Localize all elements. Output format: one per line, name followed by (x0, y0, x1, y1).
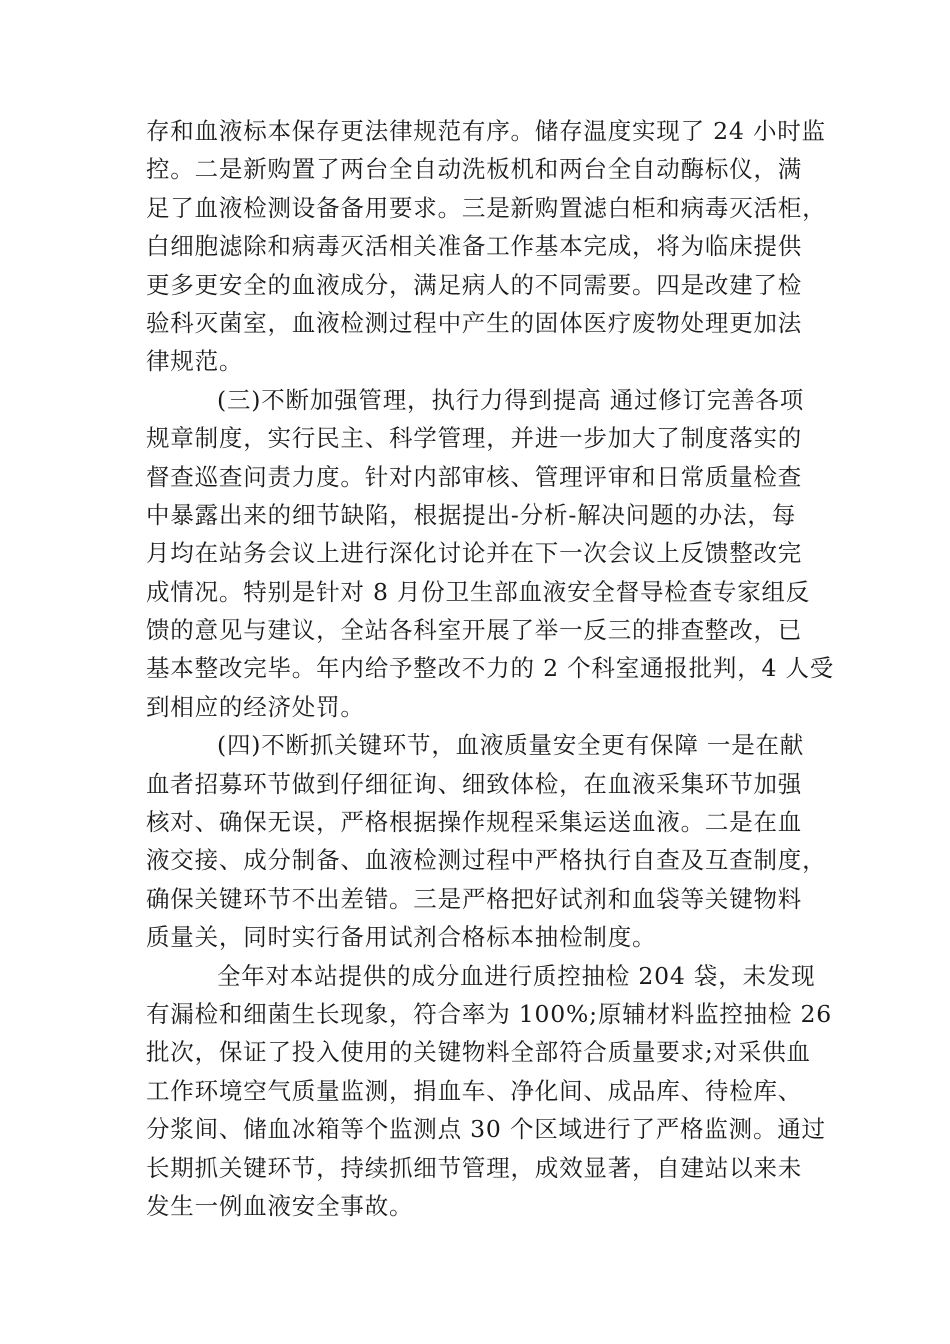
text-line: 批次，保证了投入使用的关键物料全部符合质量要求;对采供血 (146, 1038, 811, 1067)
text-line: 有漏检和细菌生长现象，符合率为 100%;原辅材料监控抽检 26 (146, 999, 833, 1028)
paragraph-key-links (146, 726, 827, 956)
text-line: 发生一例血液安全事故。 (146, 1191, 414, 1220)
text-line: 足了血液检测设备备用要求。三是新购置滤白柜和病毒灭活柜， (146, 193, 827, 222)
text-line: 到相应的经济处罚。 (146, 692, 365, 721)
text-line: 工作环境空气质量监测，捐血车、净化间、成品库、待检库、 (146, 1076, 803, 1105)
text-line: 质量关，同时实行备用试剂合格标本抽检制度。 (146, 923, 657, 952)
text-line: 规章制度，实行民主、科学管理，并进一步加大了制度落实的 (146, 424, 803, 453)
text-line: (三)不断加强管理，执行力得到提高 通过修订完善各项 (217, 385, 805, 414)
text-line: 馈的意见与建议，全站各科室开展了举一反三的排查整改，已 (146, 616, 803, 645)
text-line: 律规范。 (146, 347, 244, 376)
text-line: 长期抓关键环节，持续抓细节管理，成效显著，自建站以来未 (146, 1153, 803, 1182)
text-line: 基本整改完毕。年内给予整改不力的 2 个科室通报批判，4 人受 (146, 654, 835, 683)
document-page (146, 112, 835, 1225)
text-line: 验科灭菌室，血液检测过程中产生的固体医疗废物处理更加法 (146, 308, 803, 337)
text-line: 控。二是新购置了两台全自动洗板机和两台全自动酶标仪，满 (146, 155, 803, 184)
text-line: 存和血液标本保存更法律规范有序。储存温度实现了 24 小时监 (146, 117, 826, 145)
paragraph-equipment (146, 112, 827, 381)
text-line: 分浆间、储血冰箱等个监测点 30 个区域进行了严格监测。通过 (146, 1115, 826, 1144)
paragraph-management (146, 381, 835, 727)
text-line: 全年对本站提供的成分血进行质控抽检 204 袋，未发现 (217, 961, 816, 990)
paragraph-quality-control (146, 957, 833, 1226)
text-line: 确保关键环节不出差错。三是严格把好试剂和血袋等关键物料 (146, 884, 803, 913)
text-line: 液交接、成分制备、血液检测过程中严格执行自查及互查制度， (146, 846, 827, 875)
text-line: 成情况。特别是针对 8 月份卫生部血液安全督导检查专家组反 (146, 577, 811, 606)
text-line: 中暴露出来的细节缺陷，根据提出-分析-解决问题的办法，每 (146, 500, 796, 529)
text-line: 核对、确保无误，严格根据操作规程采集运送血液。二是在血 (146, 808, 803, 837)
text-line: 更多更安全的血液成分，满足病人的不同需要。四是改建了检 (146, 270, 803, 299)
text-line: (四)不断抓关键环节，血液质量安全更有保障 一是在献 (217, 731, 805, 760)
text-line: 血者招募环节做到仔细征询、细致体检，在血液采集环节加强 (146, 769, 803, 798)
text-line: 月均在站务会议上进行深化讨论并在下一次会议上反馈整改完 (146, 539, 803, 568)
text-line: 督查巡查问责力度。针对内部审核、管理评审和日常质量检查 (146, 462, 803, 491)
text-line: 白细胞滤除和病毒灭活相关准备工作基本完成，将为临床提供 (146, 232, 803, 261)
